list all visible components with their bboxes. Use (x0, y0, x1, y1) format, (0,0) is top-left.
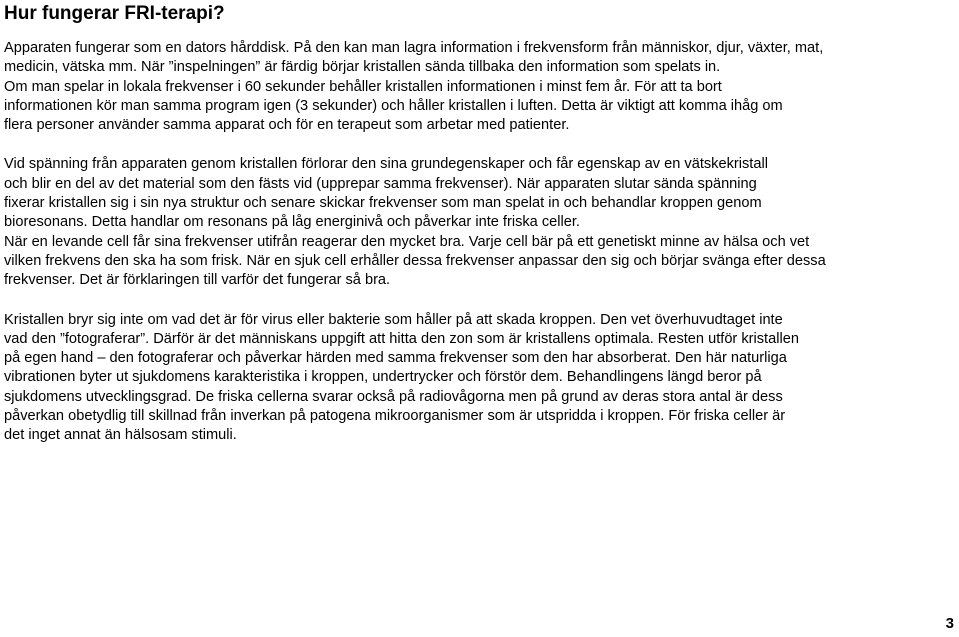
paragraph-line: det inget annat än hälsosam stimuli. (4, 427, 237, 444)
paragraph-line: frekvenser. Det är förklaringen till varför det fungerar så bra. (4, 272, 391, 289)
paragraph-line: informationen kör man samma program igen (3 sekunder) och håller kristallen i luften. Detta är viktigt att komma ihåg om (4, 97, 783, 114)
document-page (4, 0, 954, 446)
paragraph-line: Apparaten fungerar som en dators hårddisk. På den kan man lagra information i frekvensform från människor, djur, växter, mat, (4, 40, 824, 56)
paragraph-line: och blir en del av det material som den fästs vid (upprepar samma frekvenser). När apparaten slutar sända spänning (4, 175, 757, 192)
paragraph-line: sjukdomens utvecklingsgrad. De friska cellerna svarar också på radiovågorna men på grund av deras stora antal är dess (4, 388, 783, 405)
paragraph-1 (4, 39, 954, 135)
paragraph-line: på egen hand – den fotograferar och påverkar härden med samma frekvenser som den har absorberat. Den här naturliga (4, 350, 787, 367)
paragraph-3 (4, 311, 954, 446)
paragraph-line: flera personer använder samma apparat och för en terapeut som arbetar med patienter. (4, 117, 570, 134)
paragraph-line: Om man spelar in lokala frekvenser i 60 sekunder behåller kristallen informationen i minst fem år. För att ta bort (4, 78, 722, 95)
paragraph-line: fixerar kristallen sig i sin nya struktur och senare skickar frekvenser som man spelat in och behandlar kroppen genom (4, 195, 762, 212)
paragraph-line: vilken frekvens den ska ha som frisk. När en sjuk cell erhåller dessa frekvenser anpassar den sig och börjar svänga efter dessa (4, 252, 826, 269)
paragraph-line: Kristallen bryr sig inte om vad det är för virus eller bakterie som håller på att skada kroppen. Den vet överhuvudtaget inte (4, 311, 783, 328)
paragraph-line: vad den ”fotograferar”. Därför är det människans uppgift att hitta den zon som är kristallens optimala. Resten utför kristallen (4, 330, 799, 347)
page-number: 3 (945, 615, 954, 632)
paragraph-line: vibrationen byter ut sjukdomens karakteristika i kroppen, undertrycker och förstör dem. Behandlingens längd beror på (4, 369, 762, 386)
paragraph-2 (4, 155, 954, 290)
page-title: Hur fungerar FRI-terapi? (4, 3, 225, 24)
paragraph-line: medicin, vätska mm. När ”inspelningen” är färdig börjar kristallen sända tillbaka den information som spelats in. (4, 59, 721, 76)
paragraph-line: När en levande cell får sina frekvenser utifrån reagerar den mycket bra. Varje cell bär på ett genetiskt minne av hälsa och vet (4, 233, 810, 250)
paragraph-line: påverkan obetydlig till skillnad från inverkan på patogena mikroorganismer som är utspridda i kroppen. För friska celler är (4, 408, 786, 425)
paragraph-line: Vid spänning från apparaten genom kristallen förlorar den sina grundegenskaper och får egenskap av en vätskekristall (4, 156, 768, 173)
paragraph-line: bioresonans. Detta handlar om resonans på låg energinivå och påverkar inte friska celler. (4, 214, 580, 231)
